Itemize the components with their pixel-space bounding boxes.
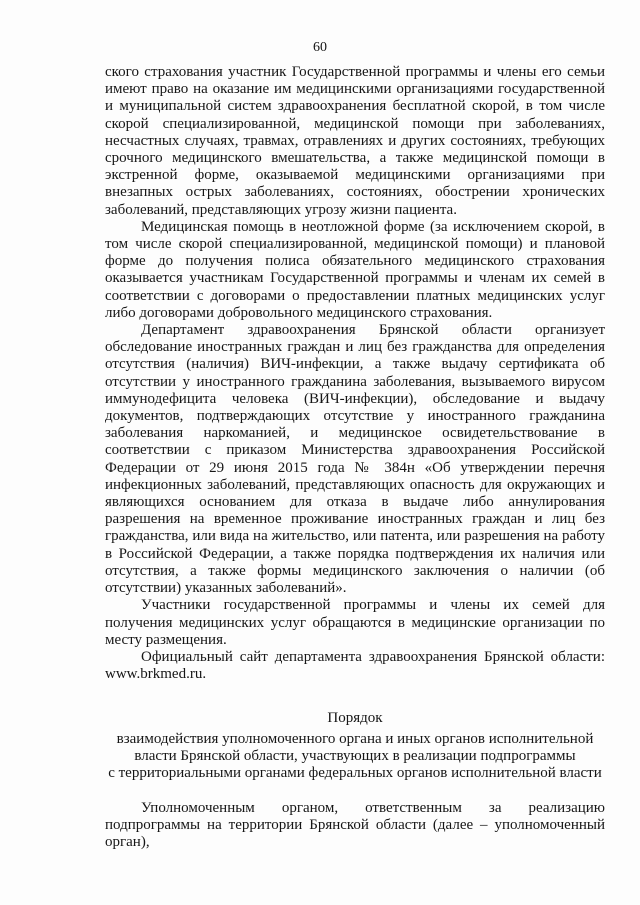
paragraph-6: Уполномоченным органом, ответственным за реализацию подпрограммы на территории Брянской области (далее – уполномоченный орган), — [105, 800, 605, 851]
paragraph-5: Официальный сайт департамента здравоохранения Брянской области: www.brkmed.ru. — [105, 648, 605, 683]
paragraph-3: Департамент здравоохранения Брянской области организует обследование иностранных граждан и лиц без гражданства для определения отсутствия (наличия) ВИЧ-инфекции, а также выдачу сертификата об отсутствии у иностранного гражданина заболевания, вызываемого вирусом иммунодефицита человека (ВИЧ-инфекции), обследование и выдачу документов, подтверждающих отсутствие у иностранного гражданина заболевания наркоманией, и медицинское освидетельствование в соответствии с приказом Министерства здравоохранения Российской Федерации от 29 июня 2015 года № 384н «Об утверждении перечня инфекционных заболеваний, представляющих опасность для окружающих и являющихся основанием для отказа в выдаче либо аннулирования разрешения на временное проживание иностранных граждан и лиц без гражданства, или вида на жительство, или патента, или разрешения на работу в Российской Федерации, а также порядка подтверждения их наличия или отсутствия, а также формы медицинского заключения о наличии (об отсутствии) указанных заболеваний». — [105, 322, 605, 597]
body-text — [105, 64, 605, 683]
section-subtitle-line-3: с территориальными органами федеральных органов исполнительной власти — [108, 765, 602, 781]
paragraph-2: Медицинская помощь в неотложной форме (за исключением скорой, в том числе скорой специализированной, медицинской помощи) и плановой форме до получения полиса обязательного медицинского страхования оказывается участникам Государственной программы и членам их семей в соответствии с договорами о предоставлении платных медицинских услуг либо договорами добровольного медицинского страхования. — [105, 218, 605, 321]
page-number: 60 — [313, 40, 327, 55]
paragraph-4: Участники государственной программы и члены их семей для получения медицинских услуг обращаются в медицинские организации по месту размещения. — [105, 597, 605, 648]
section-subtitle-line-1: взаимодействия уполномоченного органа и иных органов исполнительной — [116, 731, 594, 747]
section-heading: Порядок — [327, 710, 383, 726]
section-subtitle-line-2: власти Брянской области, участвующих в реализации подпрограммы — [134, 748, 576, 764]
tail-text — [105, 800, 605, 852]
paragraph-1: ского страхования участник Государственной программы и члены его семьи имеют право на оказание им медицинскими организациями государственной и муниципальной систем здравоохранения бесплатной скорой, в том числе скорой специализированной, медицинской помощи при заболеваниях, несчастных случаях, травмах, отравлениях и других состояниях, требующих срочного медицинского вмешательства, а также медицинской помощи в экстренной форме, оказываемой медицинскими организациями при внезапных острых заболеваниях, состояниях, обострении хронических заболеваний, представляющих угрозу жизни пациента. — [105, 64, 605, 218]
